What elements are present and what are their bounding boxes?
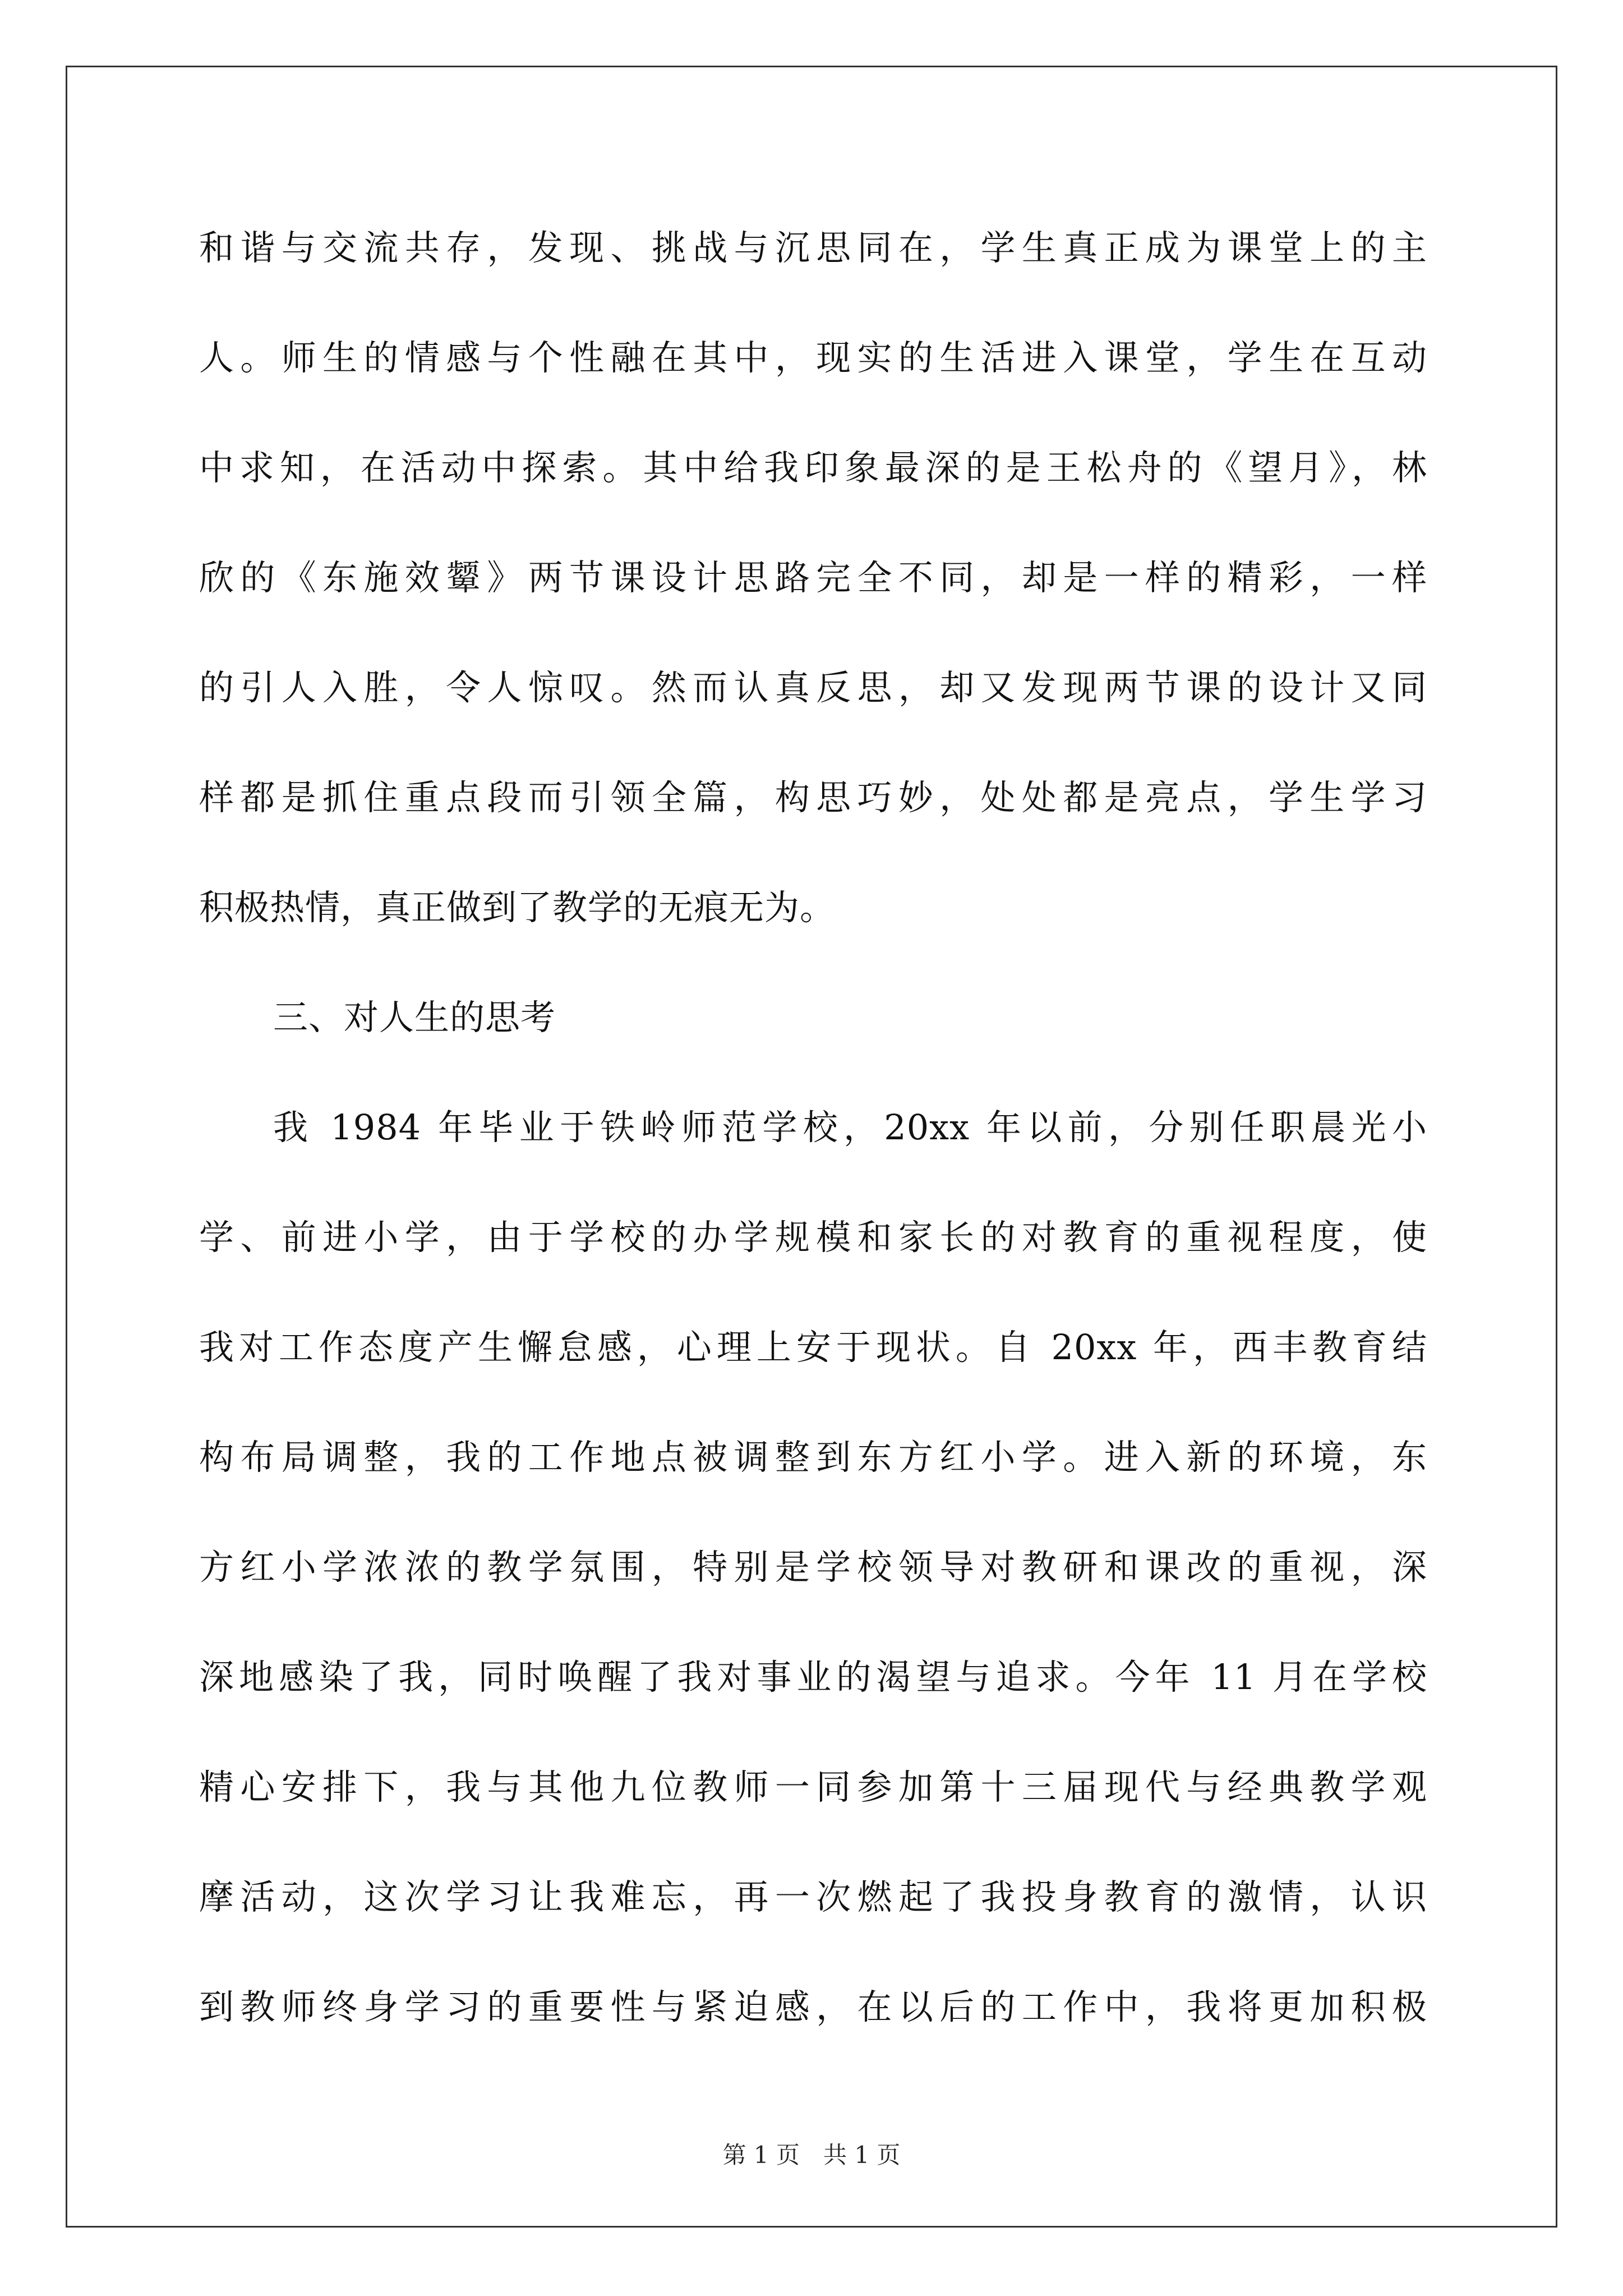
- paragraph-line: 积极热情，真正做到了教学的无痕无为。: [199, 887, 836, 928]
- paragraph-line: 欣的《东施效颦》两节课设计思路完全不同，却是一样的精彩，一样: [199, 557, 1427, 598]
- paragraph-line: 我 1984 年毕业于铁岭师范学校，20xx 年以前，分别任职晨光小: [273, 1107, 1427, 1148]
- paragraph-line: 我对工作态度产生懈怠感，心理上安于现状。自 20xx 年，西丰教育结: [199, 1327, 1427, 1368]
- paragraph-line: 摩活动，这次学习让我难忘，再一次燃起了我投身教育的激情，认识: [199, 1876, 1427, 1917]
- paragraph-line: 深地感染了我，同时唤醒了我对事业的渴望与追求。今年 11 月在学校: [199, 1657, 1427, 1697]
- paragraph-line: 方红小学浓浓的教学氛围，特别是学校领导对教研和课改的重视，深: [199, 1547, 1427, 1588]
- paragraph-line: 精心安排下，我与其他九位教师一同参加第十三届现代与经典教学观: [199, 1766, 1427, 1807]
- paragraph-line: 学、前进小学，由于学校的办学规模和家长的对教育的重视程度，使: [199, 1217, 1427, 1258]
- paragraph-line: 的引人入胜，令人惊叹。然而认真反思，却又发现两节课的设计又同: [199, 667, 1427, 708]
- paragraph-line: 人。师生的情感与个性融在其中，现实的生活进入课堂，学生在互动: [199, 337, 1427, 378]
- paragraph-line: 构布局调整，我的工作地点被调整到东方红小学。进入新的环境，东: [199, 1437, 1427, 1478]
- paragraph-line: 中求知，在活动中探索。其中给我印象最深的是王松舟的《望月》，林: [199, 447, 1427, 488]
- page-number-footer: 第 1 页 共 1 页: [722, 2141, 901, 2169]
- paragraph-line: 样都是抓住重点段而引领全篇，构思巧妙，处处都是亮点，学生学习: [199, 777, 1427, 818]
- paragraph-line: 到教师终身学习的重要性与紧迫感，在以后的工作中，我将更加积极: [199, 1986, 1427, 2027]
- paragraph-line: 和谐与交流共存，发现、挑战与沉思同在，学生真正成为课堂上的主: [199, 227, 1427, 268]
- section-heading: 三、对人生的思考: [273, 997, 556, 1038]
